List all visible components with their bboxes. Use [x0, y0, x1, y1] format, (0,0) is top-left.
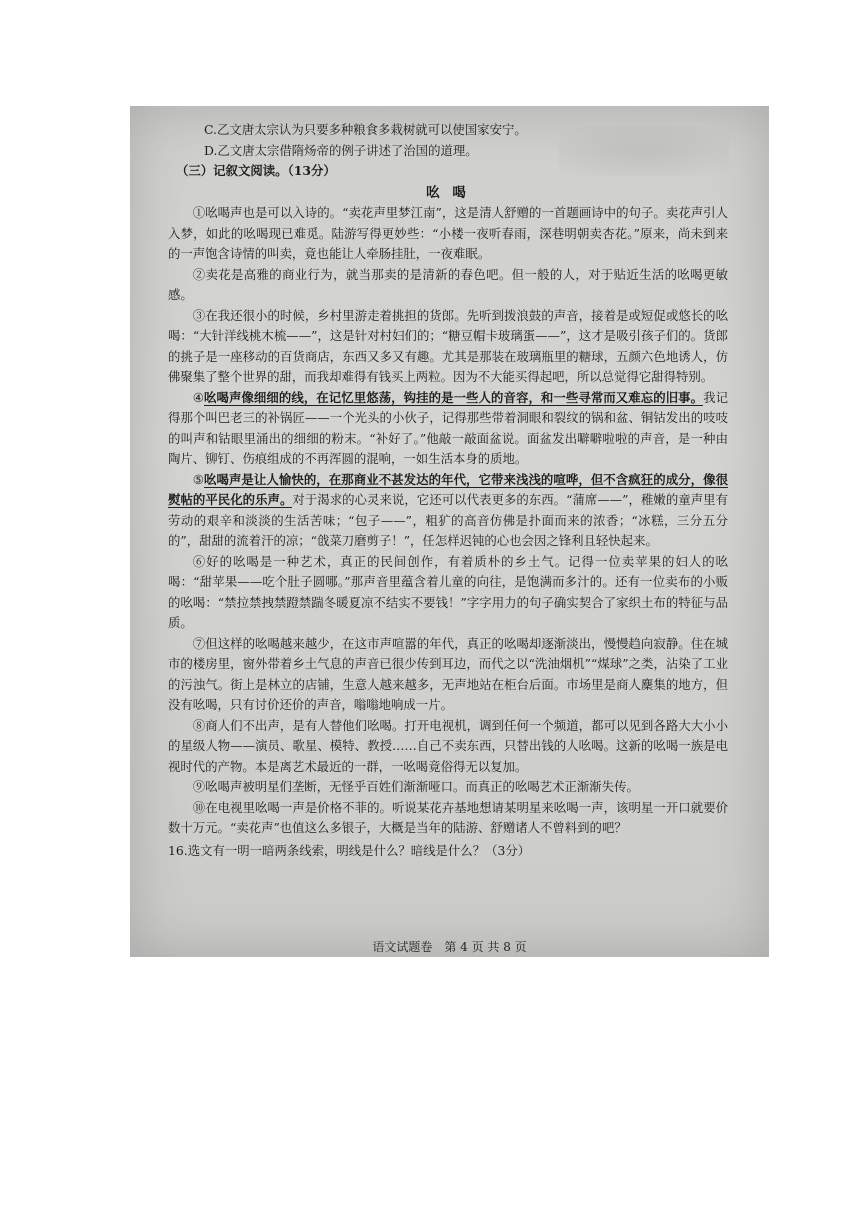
- paragraph-5-rest: 对于渴求的心灵来说，它还可以代表更多的东西。“蒲席——”，稚嫩的童声里有劳动的艰辛和淡淡的生活苦味；“包子——”，粗犷的高音仿佛是扑面而来的浓香；“冰糕，三分五分的”，甜甜的流着汗的凉；“戗菜刀磨剪子！”，任怎样迟钝的心也会因之锋利且轻快起来。: [168, 492, 728, 548]
- paragraph-5-number: ⑤: [192, 471, 204, 487]
- question-16: 16.选文有一明一暗两条线索，明线是什么？暗线是什么？（3分）: [168, 842, 531, 858]
- exam-page-photo: [130, 106, 769, 957]
- paragraph-5-underlined: 吆喝声是让人愉快的，在那商业不甚发达的年代，它带来浅浅的喧哗，但不含疯狂的成分，像很熨帖的平民化的乐声。: [168, 471, 729, 507]
- paragraph-4-underlined: 吆喝声像细细的线，在记忆里悠荡，钩挂的是一些人的音容，和一些寻常而又难忘的旧事。: [204, 389, 704, 405]
- paragraph-9: ⑨吆喝声被明星们垄断，无怪乎百姓们渐渐哑口。而真正的吆喝艺术正渐渐失传。: [192, 779, 639, 794]
- paragraph-10: ⑩在电视里吆喝一声是价格不菲的。听说某花卉基地想请某明星来吆喝一声，该明星一开口就要价数十万元。“卖花声”也值这么多银子，大概是当年的陆游、舒赠诸人不曾料到的吧？: [168, 799, 728, 835]
- paragraph-8: ⑧商人们不出声，是有人替他们吆喝。打开电视机，调到任何一个频道，都可以见到各路大大小小的星级人物——演员、歌星、模特、教授……自己不卖东西，只替出钱的人吆喝。这新的吆喝一族是电视时代的产物。本是离艺术最近的一群，一吆喝竟俗得无以复加。: [168, 717, 728, 774]
- paragraph-4-number: ④: [192, 389, 204, 405]
- paragraph-1: ①吆喝声也是可以入诗的。“卖花声里梦江南”，这是清人舒赠的一首题画诗中的句子。卖花声引人入梦，如此的吆喝现已难觅。陆游写得更妙些：“小楼一夜听春雨，深巷明朝卖杏花。”原来，尚未到来的一声饱含诗情的叫卖，竟也能让人牵肠挂肚，一夜难眠。: [168, 205, 728, 261]
- paragraph-4-rest: 我记得那个叫巴老三的补锅匠——一个光头的小伙子，记得那些带着洞眼和裂纹的锅和盆、铜钴发出的吱吱的叫声和钴眼里涌出的细细的粉末。“补好了。”他敲一敲面盆说。面盆发出噼噼啦啦的声音，是一种由陶片、铆钉、伤痕组成的不再浑圆的混响，一如生活本身的质地。: [168, 389, 729, 466]
- option-d: D.乙文唐太宗借隋炀帝的例子讲述了治国的道理。: [204, 142, 478, 158]
- section-heading: （三）记叙文阅读。（13分）: [176, 163, 336, 178]
- article-title: 吆 喝: [426, 184, 470, 201]
- paragraph-2: ②卖花是高雅的商业行为，就当那卖的是清新的春色吧。但一般的人，对于贴近生活的吆喝更敏感。: [168, 266, 728, 302]
- paragraph-6: ⑥好的吆喝是一种艺术，真正的民间创作，有着质朴的乡土气。记得一位卖苹果的妇人的吆喝：“甜苹果——吃个肚子圆哪。”那声音里蕴含着儿童的向往，是饱满而多汁的。还有一位卖布的小贩的吆喝：“禁拉禁拽禁蹬禁踹冬暖夏凉不结实不要钱！”字字用力的句子确实契合了家织土布的特征与品质。: [168, 553, 728, 630]
- paragraph-5: [168, 470, 728, 552]
- option-c: C.乙文唐太宗认为只要多种粮食多栽树就可以使国家安宁。: [204, 122, 527, 137]
- paragraph-3: ③在我还很小的时候，乡村里游走着挑担的货郎。先听到拨浪鼓的声音，接着是或短促或悠长的吆喝：“大针洋线桃木梳——”，这是针对村妇们的；“糖豆帽卡玻璃蛋——”，这才是吸引孩子们的。货郎的挑子是一座移动的百货商店，东西又多又有趣。尤其是那装在玻璃瓶里的糖球，五颜六色地诱人，仿佛聚集了整个世界的甜，而我却难得有钱买上两粒。因为不大能买得起吧，所以总觉得它甜得特别。: [168, 307, 728, 384]
- page-footer: 语文试题卷 第 4 页 共 8 页: [372, 940, 527, 954]
- paragraph-4: [168, 388, 728, 470]
- exam-text-body: [168, 120, 728, 861]
- paragraph-7: ⑦但这样的吆喝越来越少，在这市声喧嚣的年代，真正的吆喝却逐渐淡出，慢慢趋向寂静。住在城市的楼房里，窗外带着乡土气息的声音已很少传到耳边，而代之以“洗油烟机”“煤球”之类，沾染了工业的污浊气。街上是林立的店铺，生意人越来越多，无声地站在柜台后面。市场里是商人麇集的地方，但没有吆喝，只有讨价还价的声音，嗡嗡地响成一片。: [168, 635, 728, 712]
